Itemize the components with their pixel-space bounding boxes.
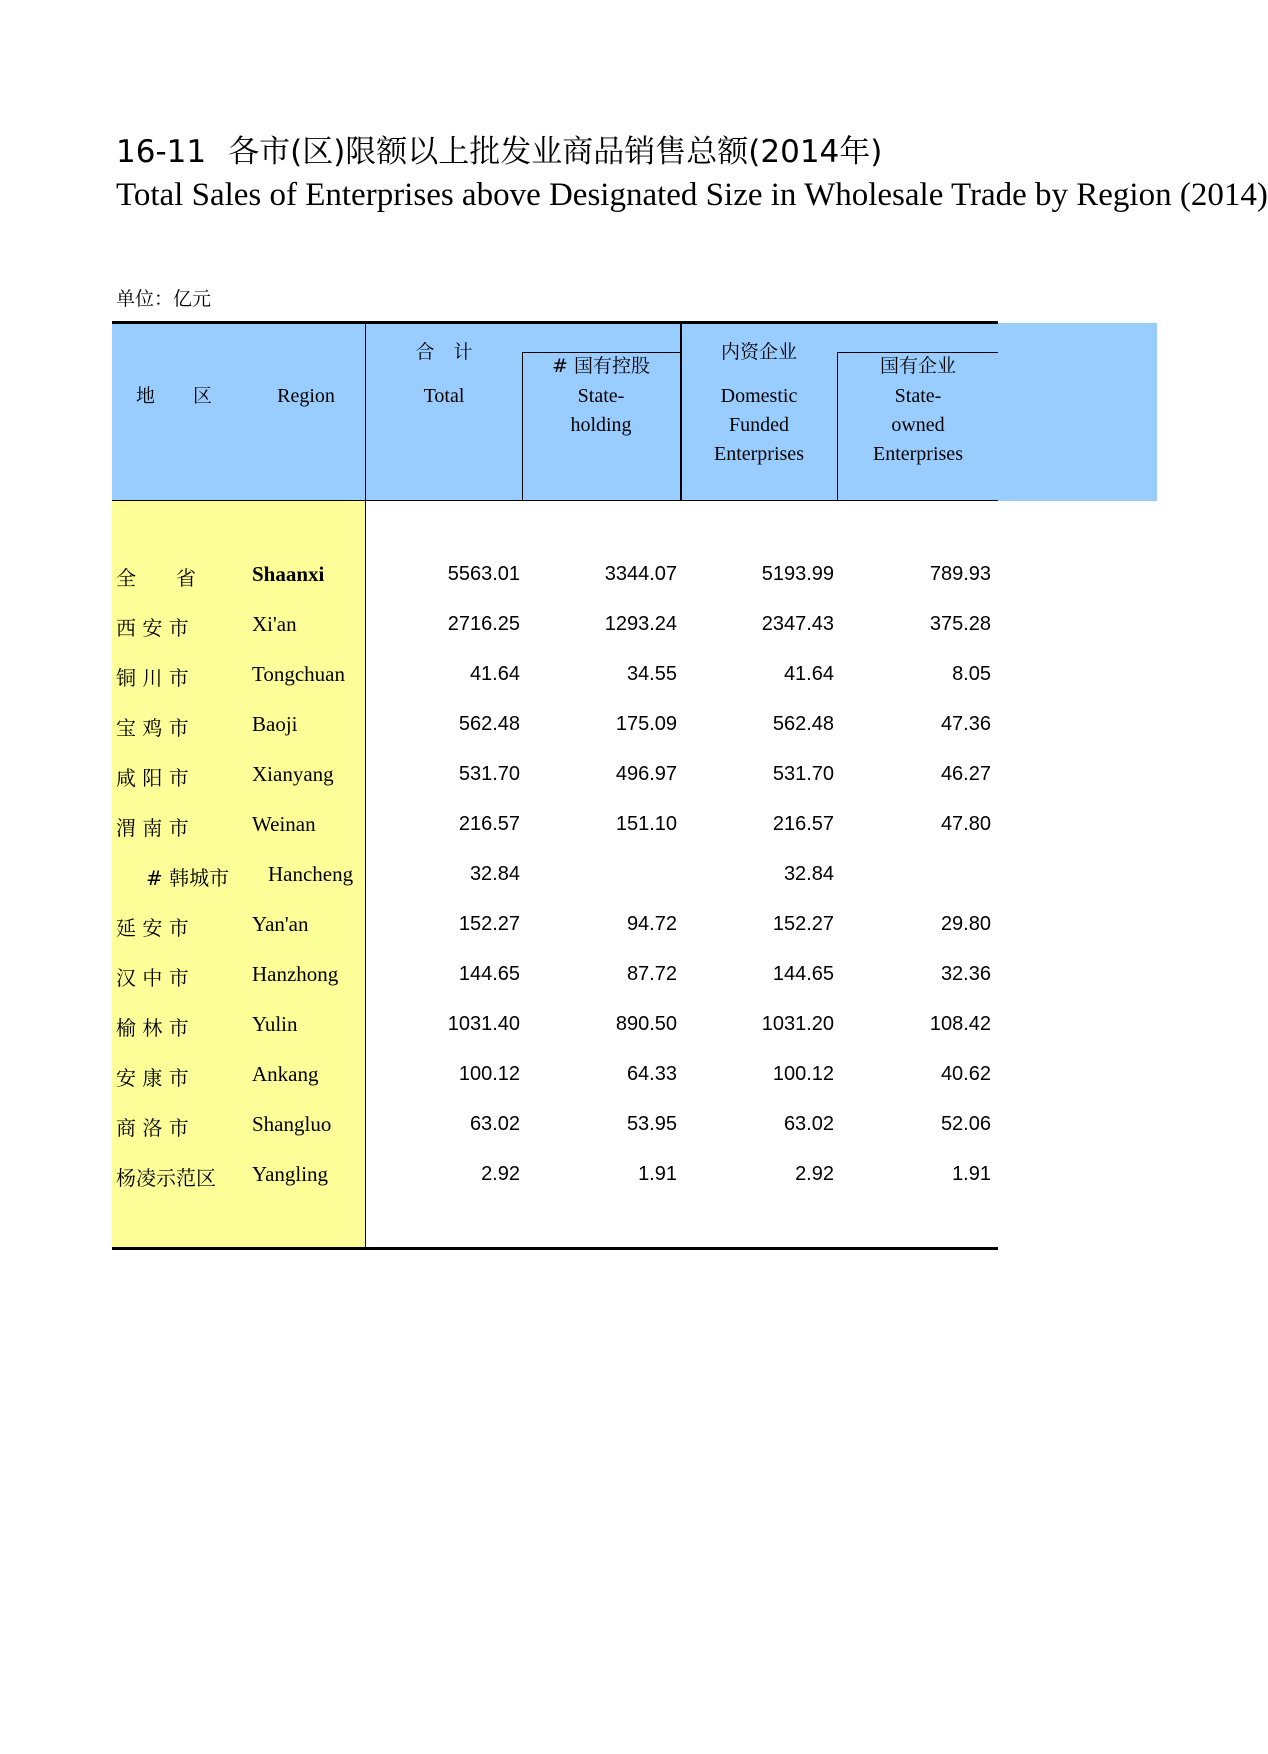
value-state-holding: 1.91	[638, 1163, 677, 1185]
value-state-owned: 40.62	[940, 1063, 991, 1085]
value-domestic: 152.27	[772, 913, 834, 935]
header-state-owned-cn: 国有企业	[879, 355, 956, 377]
value-state-holding: 53.95	[626, 1113, 677, 1135]
value-total: 152.27	[458, 913, 520, 935]
region-cn: # 韩城市	[146, 866, 230, 890]
value-state-holding: 175.09	[615, 713, 677, 735]
value-state-owned: 108.42	[929, 1013, 991, 1035]
region-cn: 汉 中 市	[116, 966, 189, 990]
value-domestic: 531.70	[772, 763, 834, 785]
value-state-owned: 1.91	[952, 1163, 991, 1185]
value-domestic: 562.48	[772, 713, 834, 735]
title-cn-text: 各市(区)限额以上批发业商品销售总额(2014年)	[228, 134, 883, 170]
region-en: Xianyang	[252, 762, 334, 786]
value-state-owned: 375.28	[929, 613, 991, 635]
value-total: 1031.40	[447, 1013, 520, 1035]
region-en: Yan'an	[252, 912, 309, 936]
value-state-owned: 789.93	[929, 563, 991, 585]
header-total-cn: 合 计	[415, 341, 473, 363]
value-total: 100.12	[458, 1063, 520, 1085]
value-state-holding: 34.55	[626, 663, 677, 685]
value-state-holding: 496.97	[615, 763, 677, 785]
value-domestic: 2.92	[795, 1163, 834, 1185]
region-en: Yulin	[252, 1012, 298, 1036]
value-state-holding: 1293.24	[604, 613, 677, 635]
value-state-holding: 890.50	[615, 1013, 677, 1035]
header-domestic-cn: 内资企业	[720, 341, 797, 363]
value-domestic: 216.57	[772, 813, 834, 835]
value-total: 2.92	[481, 1163, 520, 1185]
header-state-holding-en-1: State-	[577, 385, 625, 407]
table-number: 16-11	[116, 134, 207, 170]
region-cn: 安 康 市	[116, 1066, 189, 1090]
value-domestic: 5193.99	[761, 563, 834, 585]
value-state-owned: 8.05	[952, 663, 991, 685]
value-total: 144.65	[458, 963, 520, 985]
region-en: Tongchuan	[252, 662, 346, 686]
value-state-holding: 3344.07	[604, 563, 677, 585]
region-cn: 渭 南 市	[116, 816, 189, 840]
value-state-owned: 47.80	[940, 813, 991, 835]
region-cn: 榆 林 市	[116, 1016, 189, 1040]
header-domestic-en-1: Domestic	[720, 385, 798, 407]
value-domestic: 63.02	[783, 1113, 834, 1135]
header-state-holding-en-2: holding	[570, 414, 632, 436]
region-en: Shangluo	[252, 1112, 332, 1136]
value-total: 5563.01	[447, 563, 520, 585]
region-en: Ankang	[252, 1062, 319, 1086]
value-domestic: 41.64	[783, 663, 834, 685]
value-total: 2716.25	[447, 613, 520, 635]
region-cn: 宝 鸡 市	[116, 716, 189, 740]
region-en: Weinan	[252, 812, 316, 836]
value-state-holding: 87.72	[626, 963, 677, 985]
region-cn: 铜 川 市	[116, 666, 189, 690]
value-domestic: 32.84	[783, 863, 834, 885]
value-total: 63.02	[469, 1113, 520, 1135]
value-state-owned: 47.36	[940, 713, 991, 735]
region-cn: 杨凌示范区	[116, 1166, 216, 1190]
state-owned-left-rule	[837, 352, 838, 501]
value-domestic: 144.65	[772, 963, 834, 985]
value-total: 531.70	[458, 763, 520, 785]
region-cn: 西 安 市	[116, 616, 189, 640]
region-en: Xi'an	[252, 612, 297, 636]
region-column-divider	[365, 323, 366, 1248]
value-state-owned: 29.80	[940, 913, 991, 935]
header-domestic-en-2: Funded	[729, 414, 789, 436]
value-total: 216.57	[458, 813, 520, 835]
value-state-owned: 46.27	[940, 763, 991, 785]
region-en: Shaanxi	[252, 562, 325, 586]
table-header-bottom-rule	[112, 500, 998, 501]
page-title-en: Total Sales of Enterprises above Designated Size in Wholesale Trade by Region (2014)	[116, 177, 1268, 213]
value-state-holding: 151.10	[615, 813, 677, 835]
region-cn: 延 安 市	[116, 916, 189, 940]
table-top-rule	[112, 321, 998, 324]
header-state-owned-en-3: Enterprises	[873, 443, 963, 465]
region-cn: 咸 阳 市	[116, 766, 189, 790]
header-state-owned-en-1: State-	[894, 385, 942, 407]
region-en: Hanzhong	[252, 962, 339, 986]
value-domestic: 2347.43	[761, 613, 834, 635]
region-cn: 全 省	[116, 566, 196, 590]
header-domestic-en-3: Enterprises	[714, 443, 804, 465]
unit-label: 单位：亿元	[116, 288, 212, 310]
value-domestic: 100.12	[772, 1063, 834, 1085]
page-title-cn	[116, 126, 882, 171]
total-group-divider	[680, 323, 682, 501]
value-domestic: 1031.20	[761, 1013, 834, 1035]
value-total: 32.84	[469, 863, 520, 885]
header-region-cn: 地 区	[136, 385, 213, 407]
header-total-en: Total	[423, 385, 465, 407]
region-en: Baoji	[252, 712, 298, 736]
region-en: Yangling	[252, 1162, 329, 1186]
value-state-owned: 52.06	[940, 1113, 991, 1135]
header-state-owned-en-2: owned	[891, 414, 945, 436]
state-holding-left-rule	[522, 352, 523, 501]
header-region-en: Region	[277, 385, 335, 407]
value-total: 41.64	[469, 663, 520, 685]
header-state-holding-cn: # 国有控股	[552, 355, 650, 377]
region-cn: 商 洛 市	[116, 1116, 189, 1140]
value-total: 562.48	[458, 713, 520, 735]
table-bottom-rule	[112, 1247, 998, 1250]
value-state-holding: 64.33	[626, 1063, 677, 1085]
region-en: Hancheng	[268, 862, 354, 886]
value-state-owned: 32.36	[940, 963, 991, 985]
value-state-holding: 94.72	[626, 913, 677, 935]
